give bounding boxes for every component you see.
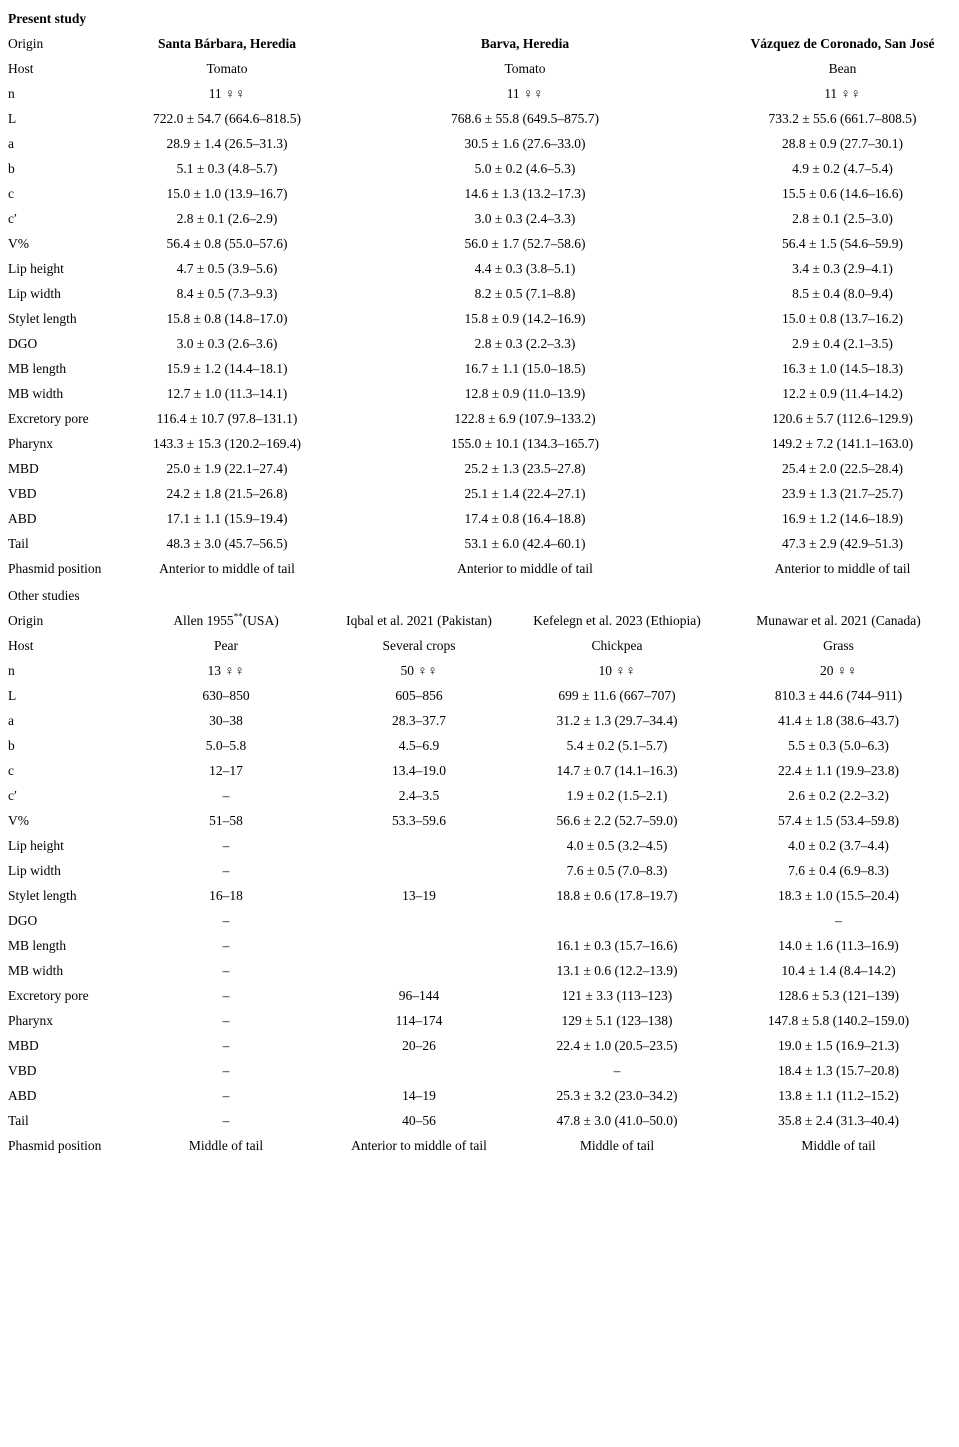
row-label: L <box>8 111 17 126</box>
table-row <box>0 206 959 231</box>
cell-value: 22.4 ± 1.0 (20.5–23.5) <box>556 1038 678 1053</box>
cell-value: 24.2 ± 1.8 (21.5–26.8) <box>166 486 288 501</box>
cell-value: 143.3 ± 15.3 (120.2–169.4) <box>152 436 302 451</box>
row-label: DGO <box>8 336 38 351</box>
cell-value: 121 ± 3.3 (113–123) <box>561 988 673 1003</box>
row-label: Host <box>8 638 34 653</box>
cell-value: 11 ♀♀ <box>208 86 246 101</box>
cell-value: – <box>222 1113 230 1128</box>
table-row <box>0 1008 959 1033</box>
row-label: Lip width <box>8 286 61 301</box>
present-study-table <box>0 31 959 581</box>
cell-value: 13 ♀♀ <box>207 663 245 678</box>
row-label: VBD <box>8 1063 37 1078</box>
cell-value: 122.8 ± 6.9 (107.9–133.2) <box>454 411 596 426</box>
row-label: Origin <box>8 613 44 628</box>
origin-header: Allen 1955**(USA) <box>173 611 279 628</box>
table-row <box>0 1083 959 1108</box>
table-row <box>0 1133 959 1158</box>
table-row <box>0 633 959 658</box>
cell-value: 3.4 ± 0.3 (2.9–4.1) <box>792 261 893 276</box>
cell-value: 28.8 ± 0.9 (27.7–30.1) <box>781 136 904 151</box>
cell-value: Several crops <box>382 638 456 653</box>
cell-value: – <box>222 1088 230 1103</box>
cell-value: 768.6 ± 55.8 (649.5–875.7) <box>450 111 600 126</box>
cell-value: – <box>222 788 230 803</box>
cell-value: 15.0 ± 0.8 (13.7–16.2) <box>781 311 904 326</box>
present-study-section <box>0 6 959 581</box>
table-row <box>0 833 959 858</box>
cell-value: 4.0 ± 0.5 (3.2–4.5) <box>566 838 668 853</box>
cell-value: 53.3–59.6 <box>392 813 446 828</box>
table-row <box>0 406 959 431</box>
table-row <box>0 106 959 131</box>
row-label: MB length <box>8 938 67 953</box>
row-label: n <box>8 663 15 678</box>
cell-value: 56.6 ± 2.2 (52.7–59.0) <box>556 813 678 828</box>
cell-value: 23.9 ± 1.3 (21.7–25.7) <box>781 486 904 501</box>
cell-value: 28.3–37.7 <box>392 713 446 728</box>
row-label: ABD <box>8 1088 37 1103</box>
row-label: ABD <box>8 511 37 526</box>
cell-value: – <box>222 988 230 1003</box>
row-label: DGO <box>8 913 38 928</box>
table-header-row <box>0 608 959 633</box>
cell-value: 40–56 <box>402 1113 436 1128</box>
cell-value: 35.8 ± 2.4 (31.3–40.4) <box>777 1113 900 1128</box>
cell-value: Middle of tail <box>801 1138 876 1153</box>
row-label: Excretory pore <box>8 411 89 426</box>
row-label: c′ <box>8 211 17 226</box>
cell-value: Anterior to middle of tail <box>351 1138 487 1153</box>
cell-value: 25.1 ± 1.4 (22.4–27.1) <box>464 486 586 501</box>
cell-value: 4.4 ± 0.3 (3.8–5.1) <box>474 261 576 276</box>
cell-value: 31.2 ± 1.3 (29.7–34.4) <box>556 713 678 728</box>
table-row <box>0 231 959 256</box>
row-label: MBD <box>8 1038 39 1053</box>
origin-header: Iqbal et al. 2021 (Pakistan) <box>346 613 492 628</box>
row-label: Lip height <box>8 261 64 276</box>
cell-value: – <box>222 1063 230 1078</box>
row-label: Pharynx <box>8 436 53 451</box>
cell-value: 3.0 ± 0.3 (2.4–3.3) <box>474 211 576 226</box>
table-row <box>0 56 959 81</box>
cell-value: 7.6 ± 0.5 (7.0–8.3) <box>566 863 668 878</box>
table-row <box>0 958 959 983</box>
cell-value: 56.4 ± 0.8 (55.0–57.6) <box>166 236 288 251</box>
cell-value: 120.6 ± 5.7 (112.6–129.9) <box>772 411 913 426</box>
cell-value: 733.2 ± 55.6 (661.7–808.5) <box>768 111 917 126</box>
cell-value: 25.0 ± 1.9 (22.1–27.4) <box>166 461 288 476</box>
cell-value: 605–856 <box>395 688 443 703</box>
cell-value: 2.8 ± 0.1 (2.5–3.0) <box>792 211 893 226</box>
table-row <box>0 306 959 331</box>
cell-value: 8.5 ± 0.4 (8.0–9.4) <box>792 286 893 301</box>
table-row <box>0 381 959 406</box>
row-label: V% <box>8 813 29 828</box>
cell-value: 12.8 ± 0.9 (11.0–13.9) <box>464 386 586 401</box>
row-label: Tail <box>8 1113 29 1128</box>
row-label: Phasmid position <box>8 561 102 576</box>
cell-value: – <box>222 1038 230 1053</box>
row-label: MB width <box>8 386 64 401</box>
cell-value: 25.3 ± 3.2 (23.0–34.2) <box>556 1088 678 1103</box>
cell-value: 722.0 ± 54.7 (664.6–818.5) <box>152 111 302 126</box>
row-label: b <box>8 161 15 176</box>
table-row <box>0 1108 959 1133</box>
section-heading-other-studies: Other studies <box>8 588 80 603</box>
cell-value: 41.4 ± 1.8 (38.6–43.7) <box>777 713 900 728</box>
table-row <box>0 708 959 733</box>
cell-value: 5.4 ± 0.2 (5.1–5.7) <box>566 738 668 753</box>
cell-value: Middle of tail <box>188 1138 264 1153</box>
table-row <box>0 356 959 381</box>
table-row <box>0 331 959 356</box>
cell-value: 155.0 ± 10.1 (134.3–165.7) <box>450 436 600 451</box>
table-row <box>0 456 959 481</box>
cell-value: 128.6 ± 5.3 (121–139) <box>777 988 900 1003</box>
cell-value: 14.6 ± 1.3 (13.2–17.3) <box>464 186 586 201</box>
cell-value: 18.8 ± 0.6 (17.8–19.7) <box>556 888 678 903</box>
cell-value: 51–58 <box>209 813 243 828</box>
cell-value: 50 ♀♀ <box>400 663 438 678</box>
row-label: Lip width <box>8 863 61 878</box>
cell-value: Anterior to middle of tail <box>774 561 911 576</box>
cell-value: 8.2 ± 0.5 (7.1–8.8) <box>474 286 576 301</box>
table-header-row <box>0 31 959 56</box>
cell-value: 56.0 ± 1.7 (52.7–58.6) <box>464 236 586 251</box>
cell-value: Tomato <box>504 61 546 76</box>
cell-value: 15.9 ± 1.2 (14.4–18.1) <box>166 361 288 376</box>
table-row <box>0 733 959 758</box>
row-label: V% <box>8 236 29 251</box>
cell-value: Bean <box>828 61 857 76</box>
row-label: b <box>8 738 15 753</box>
row-label: a <box>8 136 14 151</box>
cell-value: Grass <box>823 638 854 653</box>
cell-value: 57.4 ± 1.5 (53.4–59.8) <box>777 813 900 828</box>
table-row <box>0 1033 959 1058</box>
section-heading-present-study: Present study <box>8 11 87 26</box>
cell-value: 47.3 ± 2.9 (42.9–51.3) <box>781 536 904 551</box>
cell-value: 1.9 ± 0.2 (1.5–2.1) <box>566 788 668 803</box>
origin-header: Santa Bárbara, Heredia <box>157 36 297 51</box>
cell-value: 12.2 ± 0.9 (11.4–14.2) <box>782 386 903 401</box>
row-label: Host <box>8 61 34 76</box>
row-label: Origin <box>8 36 44 51</box>
cell-value: 13.1 ± 0.6 (12.2–13.9) <box>556 963 678 978</box>
table-row <box>0 983 959 1008</box>
cell-value: 16.3 ± 1.0 (14.5–18.3) <box>781 361 904 376</box>
table-row <box>0 281 959 306</box>
other-studies-section <box>0 583 959 1158</box>
cell-value: 4.7 ± 0.5 (3.9–5.6) <box>176 261 278 276</box>
cell-value: 5.0 ± 0.2 (4.6–5.3) <box>474 161 576 176</box>
row-label: c′ <box>8 788 17 803</box>
table-row <box>0 556 959 581</box>
table-row <box>0 256 959 281</box>
cell-value: 20 ♀♀ <box>819 663 858 678</box>
table-row <box>0 181 959 206</box>
cell-value: 5.1 ± 0.3 (4.8–5.7) <box>176 161 278 176</box>
cell-value: 2.6 ± 0.2 (2.2–3.2) <box>788 788 889 803</box>
cell-value: 149.2 ± 7.2 (141.1–163.0) <box>771 436 914 451</box>
cell-value: 53.1 ± 6.0 (42.4–60.1) <box>464 536 586 551</box>
cell-value: 4.0 ± 0.2 (3.7–4.4) <box>788 838 889 853</box>
row-label: VBD <box>8 486 37 501</box>
cell-value: 18.4 ± 1.3 (15.7–20.8) <box>777 1063 900 1078</box>
cell-value: 2.4–3.5 <box>398 788 440 803</box>
cell-value: 147.8 ± 5.8 (140.2–159.0) <box>767 1013 910 1028</box>
cell-value: 4.5–6.9 <box>398 738 440 753</box>
table-row <box>0 531 959 556</box>
cell-value: 18.3 ± 1.0 (15.5–20.4) <box>777 888 900 903</box>
cell-value: 11 ♀♀ <box>506 86 544 101</box>
cell-value: 17.4 ± 0.8 (16.4–18.8) <box>464 511 586 526</box>
cell-value: 2.8 ± 0.1 (2.6–2.9) <box>176 211 278 226</box>
cell-value: 14.0 ± 1.6 (11.3–16.9) <box>778 938 899 953</box>
cell-value: 10.4 ± 1.4 (8.4–14.2) <box>781 963 896 978</box>
table-row <box>0 808 959 833</box>
cell-value: 13.4–19.0 <box>392 763 446 778</box>
table-row <box>0 858 959 883</box>
cell-value: Tomato <box>206 61 248 76</box>
cell-value: 47.8 ± 3.0 (41.0–50.0) <box>556 1113 678 1128</box>
cell-value: 114–174 <box>395 1013 443 1028</box>
table-row <box>0 431 959 456</box>
cell-value: 14–19 <box>402 1088 436 1103</box>
row-label: Stylet length <box>8 888 77 903</box>
table-row <box>0 81 959 106</box>
row-label: MBD <box>8 461 39 476</box>
cell-value: 16.9 ± 1.2 (14.6–18.9) <box>781 511 904 526</box>
row-label: Tail <box>8 536 29 551</box>
table-row <box>0 908 959 933</box>
row-label: L <box>8 688 17 703</box>
row-label: c <box>8 186 14 201</box>
cell-value: 15.8 ± 0.8 (14.8–17.0) <box>166 311 288 326</box>
cell-value: 129 ± 5.1 (123–138) <box>561 1013 673 1028</box>
cell-value: – <box>222 963 230 978</box>
table-row <box>0 783 959 808</box>
cell-value: 12.7 ± 1.0 (11.3–14.1) <box>166 386 288 401</box>
table-row <box>0 156 959 181</box>
cell-value: 810.3 ± 44.6 (744–911) <box>774 688 903 703</box>
cell-value: 96–144 <box>398 988 440 1003</box>
table-row <box>0 758 959 783</box>
cell-value: 630–850 <box>202 688 250 703</box>
row-label: Pharynx <box>8 1013 53 1028</box>
cell-value: – <box>222 913 230 928</box>
origin-header: Barva, Heredia <box>480 36 570 51</box>
row-label: Stylet length <box>8 311 77 326</box>
row-label: c <box>8 763 14 778</box>
cell-value: – <box>222 863 230 878</box>
cell-value: 30–38 <box>209 713 243 728</box>
cell-value: 17.1 ± 1.1 (15.9–19.4) <box>166 511 288 526</box>
row-label: a <box>8 713 14 728</box>
cell-value: 699 ± 11.6 (667–707) <box>558 688 676 703</box>
cell-value: – <box>613 1063 621 1078</box>
cell-value: – <box>222 938 230 953</box>
cell-value: 22.4 ± 1.1 (19.9–23.8) <box>777 763 900 778</box>
cell-value: 2.9 ± 0.4 (2.1–3.5) <box>792 336 893 351</box>
cell-value: 16–18 <box>209 888 243 903</box>
cell-value: 116.4 ± 10.7 (97.8–131.1) <box>156 411 298 426</box>
cell-value: 13.8 ± 1.1 (11.2–15.2) <box>778 1088 899 1103</box>
cell-value: Anterior to middle of tail <box>159 561 295 576</box>
cell-value: 12–17 <box>209 763 243 778</box>
cell-value: 11 ♀♀ <box>824 86 861 101</box>
cell-value: 15.8 ± 0.9 (14.2–16.9) <box>464 311 586 326</box>
cell-value: 48.3 ± 3.0 (45.7–56.5) <box>166 536 288 551</box>
cell-value: 15.5 ± 0.6 (14.6–16.6) <box>781 186 904 201</box>
table-row <box>0 883 959 908</box>
cell-value: 13–19 <box>402 888 436 903</box>
table-row <box>0 683 959 708</box>
cell-value: 8.4 ± 0.5 (7.3–9.3) <box>176 286 278 301</box>
table-row <box>0 481 959 506</box>
table-row <box>0 131 959 156</box>
cell-value: 20–26 <box>402 1038 436 1053</box>
cell-value: Pear <box>214 638 238 653</box>
row-label: Excretory pore <box>8 988 89 1003</box>
cell-value: 4.9 ± 0.2 (4.7–5.4) <box>792 161 893 176</box>
cell-value: 16.7 ± 1.1 (15.0–18.5) <box>464 361 586 376</box>
cell-value: 25.2 ± 1.3 (23.5–27.8) <box>464 461 586 476</box>
table-row <box>0 658 959 683</box>
cell-value: 30.5 ± 1.6 (27.6–33.0) <box>464 136 586 151</box>
table-row <box>0 933 959 958</box>
other-studies-table <box>0 608 959 1158</box>
cell-value: Chickpea <box>591 638 643 653</box>
cell-value: 7.6 ± 0.4 (6.9–8.3) <box>788 863 889 878</box>
row-label: Phasmid position <box>8 1138 102 1153</box>
cell-value: Anterior to middle of tail <box>457 561 593 576</box>
row-label: n <box>8 86 15 101</box>
origin-header: Munawar et al. 2021 (Canada) <box>756 613 921 628</box>
origin-header: Vázquez de Coronado, San José <box>750 36 935 51</box>
cell-value: Middle of tail <box>579 1138 655 1153</box>
cell-value: 19.0 ± 1.5 (16.9–21.3) <box>777 1038 900 1053</box>
cell-value: – <box>222 838 230 853</box>
cell-value: 10 ♀♀ <box>598 663 636 678</box>
cell-value: 5.0–5.8 <box>205 738 247 753</box>
cell-value: – <box>835 913 842 928</box>
cell-value: 2.8 ± 0.3 (2.2–3.3) <box>474 336 576 351</box>
cell-value: 14.7 ± 0.7 (14.1–16.3) <box>556 763 678 778</box>
table-row <box>0 1058 959 1083</box>
cell-value: 25.4 ± 2.0 (22.5–28.4) <box>781 461 904 476</box>
cell-value: 3.0 ± 0.3 (2.6–3.6) <box>176 336 278 351</box>
row-label: MB length <box>8 361 67 376</box>
cell-value: 5.5 ± 0.3 (5.0–6.3) <box>788 738 889 753</box>
table-row <box>0 506 959 531</box>
cell-value: – <box>222 1013 230 1028</box>
cell-value: 16.1 ± 0.3 (15.7–16.6) <box>556 938 678 953</box>
origin-header: Kefelegn et al. 2023 (Ethiopia) <box>533 613 701 628</box>
row-label: Lip height <box>8 838 64 853</box>
row-label: MB width <box>8 963 64 978</box>
cell-value: 56.4 ± 1.5 (54.6–59.9) <box>781 236 904 251</box>
cell-value: 28.9 ± 1.4 (26.5–31.3) <box>166 136 288 151</box>
cell-value: 15.0 ± 1.0 (13.9–16.7) <box>166 186 288 201</box>
